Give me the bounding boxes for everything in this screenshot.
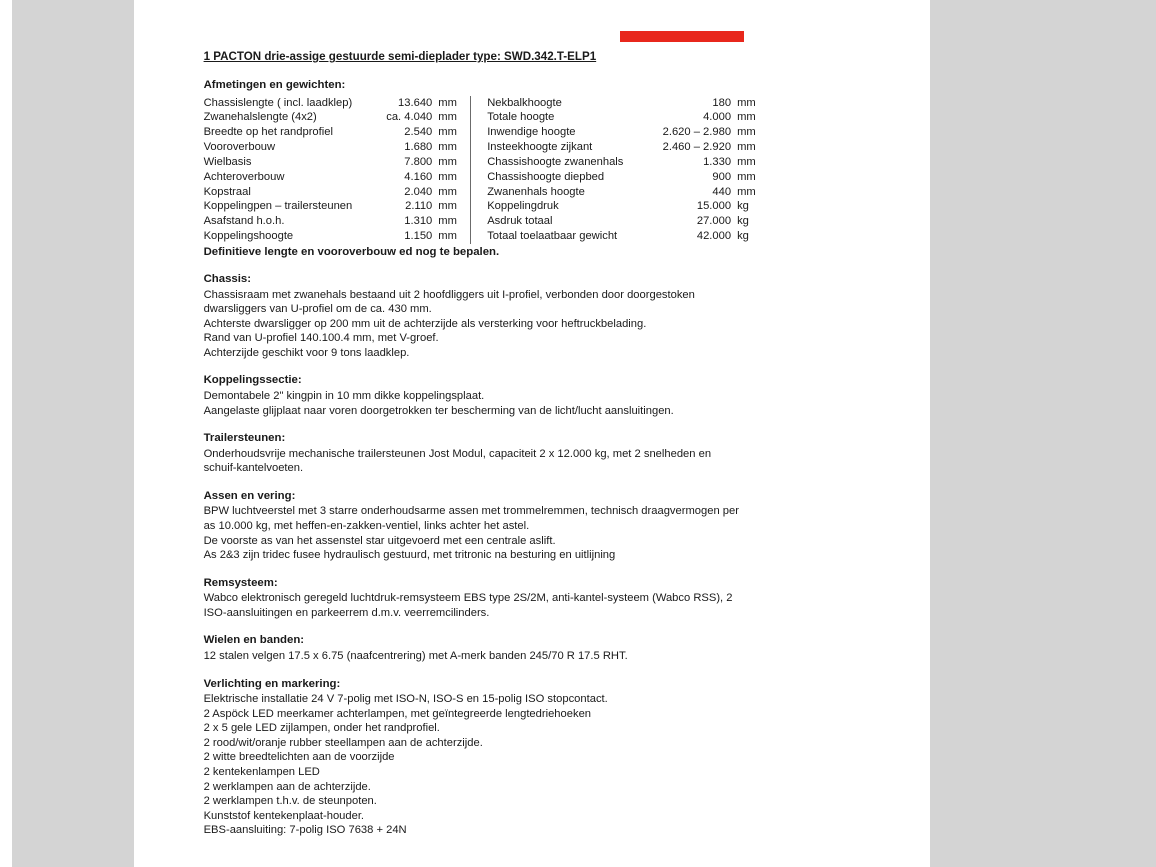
table-row	[204, 155, 766, 170]
spec-label-right: Asdruk totaal	[471, 214, 648, 229]
spec-value-left: 2.540	[404, 126, 433, 139]
spec-unit-right: kg	[737, 230, 749, 243]
document-section	[204, 272, 784, 360]
spec-unit-left: mm	[438, 200, 457, 213]
section-heading: Chassis:	[203, 273, 252, 285]
left-outer-margin	[0, 0, 12, 867]
section-line: 2 Aspöck LED meerkamer achterlampen, met geïntegreerde lengtedriehoeken	[203, 707, 592, 720]
spec-value-left: 13.640	[398, 96, 433, 109]
section-heading: Wielen en banden:	[203, 634, 305, 647]
table-row	[204, 214, 766, 229]
document-page	[134, 0, 756, 867]
spec-label-right: Zwanenhals hoogte	[471, 185, 648, 200]
document-section	[204, 373, 784, 418]
document-body	[134, 0, 826, 867]
spec-label-right: Totaal toelaatbaar gewicht	[471, 229, 648, 244]
spec-label-right: Koppelingdruk	[471, 199, 648, 214]
spec-unit-left: mm	[438, 155, 457, 168]
table-row	[204, 110, 766, 125]
table-row	[204, 170, 766, 185]
section-line: Kunststof kentekenplaat-houder.	[203, 809, 365, 822]
spec-value-left: 7.800	[404, 155, 433, 168]
spec-value-left: 4.160	[404, 170, 433, 183]
spec-unit-right: mm	[737, 126, 756, 139]
section-heading: Assen en vering:	[203, 489, 296, 502]
document-section	[204, 633, 784, 663]
spec-label-right: Inwendige hoogte	[471, 125, 648, 140]
spec-unit-left: mm	[438, 126, 457, 139]
spec-unit-right: kg	[737, 215, 749, 228]
spec-value-left: 1.680	[404, 141, 433, 154]
spec-unit-left: mm	[438, 230, 457, 243]
spec-unit-right: mm	[737, 141, 756, 154]
spec-label-right: Insteekhoogte zijkant	[471, 140, 648, 155]
section-line: schuif-kantelvoeten.	[203, 462, 304, 475]
spec-label-right: Nekbalkhoogte	[471, 96, 648, 111]
section-line: 2 witte breedtelichten aan de voorzijde	[203, 751, 395, 764]
section-heading: Verlichting en markering:	[203, 677, 341, 690]
table-row	[204, 125, 766, 140]
document-section	[204, 489, 784, 563]
section-line: Rand van U-profiel 140.100.4 mm, met V-groef.	[203, 332, 439, 345]
spec-value-left: 1.310	[404, 215, 433, 228]
spec-value-left: 2.040	[404, 185, 433, 198]
spec-label-left: Breedte op het randprofiel	[203, 126, 333, 139]
spec-unit-left: mm	[438, 111, 457, 124]
section-heading: Koppelingssectie:	[203, 374, 302, 387]
spec-unit-left: mm	[438, 185, 457, 198]
spec-label-left: Zwanehalslengte (4x2)	[203, 111, 317, 124]
spec-unit-right: mm	[737, 111, 756, 124]
section-line: Demontabele 2" kingpin in 10 mm dikke koppelingsplaat.	[203, 390, 485, 402]
spec-unit-right: mm	[737, 185, 756, 198]
definitive-note: Definitieve lengte en vooroverbouw ed nog te bepalen.	[203, 246, 500, 258]
section-line: Achterste dwarsligger op 200 mm uit de achterzijde als versterking voor heftruckbelading.	[203, 317, 647, 330]
section-line: 12 stalen velgen 17.5 x 6.75 (naafcentrering) met A-merk banden 245/70 R 17.5 RHT.	[203, 650, 628, 662]
specifications-heading: Afmetingen en gewichten:	[203, 79, 346, 91]
document-section	[204, 431, 784, 476]
spec-label-left: Kopstraal	[203, 185, 251, 198]
spec-unit-right: kg	[737, 200, 749, 213]
spec-unit-left: mm	[438, 215, 457, 228]
spec-value-right: 42.000	[696, 230, 732, 243]
spec-unit-left: mm	[438, 170, 457, 183]
section-line: BPW luchtveerstel met 3 starre onderhoudsarme assen met trommelremmen, technisch draagvermogen per	[203, 505, 739, 518]
spec-label-left: Wielbasis	[203, 155, 252, 168]
table-row	[204, 140, 766, 155]
section-line: 2 werklampen aan de achterzijde.	[203, 780, 371, 793]
document-section	[204, 576, 784, 621]
spec-label-right: Chassishoogte diepbed	[471, 170, 648, 185]
table-row	[204, 185, 766, 200]
spec-value-right: 900	[712, 170, 732, 183]
section-line: Aangelaste glijplaat naar voren doorgetrokken ter bescherming van de licht/lucht aansluitingen.	[203, 404, 674, 417]
spec-value-left: ca. 4.040	[386, 111, 433, 124]
accent-bar	[620, 31, 744, 42]
spec-unit-right: mm	[737, 170, 756, 183]
section-line: Onderhoudsvrije mechanische trailersteunen Jost Modul, capaciteit 2 x 12.000 kg, met 2 snelheden en	[203, 447, 712, 460]
table-row	[204, 96, 766, 111]
section-heading: Trailersteunen:	[203, 432, 286, 445]
page-title: 1 PACTON drie-assige gestuurde semi-dieplader type: SWD.342.T-ELP1	[203, 50, 597, 63]
section-line: 2 rood/wit/oranje rubber steellampen aan de achterzijde.	[203, 736, 483, 749]
spec-unit-left: mm	[438, 141, 457, 154]
section-line: Elektrische installatie 24 V 7-polig met ISO-N, ISO-S en 15-polig ISO stopcontact.	[203, 693, 608, 706]
table-row	[204, 199, 766, 214]
section-heading: Remsysteem:	[203, 576, 278, 589]
section-line: Achterzijde geschikt voor 9 tons laadklep.	[203, 346, 410, 359]
section-line: 2 kentekenlampen LED	[203, 765, 320, 778]
spec-label-left: Koppelingshoogte	[203, 230, 294, 243]
spec-label-left: Koppelingpen – trailersteunen	[203, 200, 353, 213]
table-row	[204, 229, 766, 244]
left-gutter	[12, 0, 134, 867]
spec-value-left: 2.110	[405, 200, 433, 213]
spec-value-right: 180	[712, 96, 732, 109]
specifications-table	[204, 96, 766, 244]
section-line: EBS-aansluiting: 7-polig ISO 7638 + 24N	[203, 824, 407, 837]
spec-value-right: 440	[712, 185, 732, 198]
section-line: De voorste as van het assenstel star uitgevoerd met een centrale aslift.	[203, 534, 556, 547]
spec-value-right: 15.000	[696, 200, 732, 213]
specifications-block	[204, 78, 766, 244]
section-line: 2 werklampen t.h.v. de steunpoten.	[203, 795, 377, 808]
spec-unit-right: mm	[737, 155, 756, 168]
sections-container	[204, 272, 784, 851]
spec-label-left: Vooroverbouw	[203, 141, 276, 154]
spec-value-right: 1.330	[703, 155, 732, 168]
spec-value-right: 4.000	[703, 111, 732, 124]
spec-value-right: 27.000	[696, 215, 732, 228]
section-line: Chassisraam met zwanehals bestaand uit 2 hoofdliggers uit I-profiel, verbonden door doorgestoken	[203, 288, 695, 301]
spec-label-right: Chassishoogte zwanenhals	[471, 155, 648, 170]
spec-label-left: Chassislengte ( incl. laadklep)	[203, 96, 353, 109]
document-section	[204, 677, 784, 838]
section-line: As 2&3 zijn tridec fusee hydraulisch gestuurd, met tritronic na besturing en uitlijning	[203, 549, 616, 562]
spec-unit-left: mm	[438, 96, 457, 109]
right-gutter	[930, 0, 1156, 867]
section-line: dwarsliggers van U-profiel om de ca. 430 mm.	[203, 303, 432, 316]
spec-label-left: Asafstand h.o.h.	[203, 215, 285, 228]
spec-label-left: Achteroverbouw	[203, 170, 285, 183]
section-line: as 10.000 kg, met heffen-en-zakken-ventiel, links achter het astel.	[203, 520, 530, 532]
spec-value-right: 2.460 – 2.920	[662, 141, 732, 154]
spec-value-right: 2.620 – 2.980	[662, 126, 732, 139]
spec-unit-right: mm	[737, 96, 756, 109]
spec-value-left: 1.150	[404, 230, 433, 243]
section-line: Wabco elektronisch geregeld luchtdruk-remsysteem EBS type 2S/2M, anti-kantel-systeem (Wabco RSS), 2	[203, 592, 733, 605]
section-line: 2 x 5 gele LED zijlampen, onder het randprofiel.	[203, 722, 440, 735]
section-line: ISO-aansluitingen en parkeerrem d.m.v. veerremcilinders.	[203, 606, 490, 619]
spec-label-right: Totale hoogte	[471, 110, 648, 125]
